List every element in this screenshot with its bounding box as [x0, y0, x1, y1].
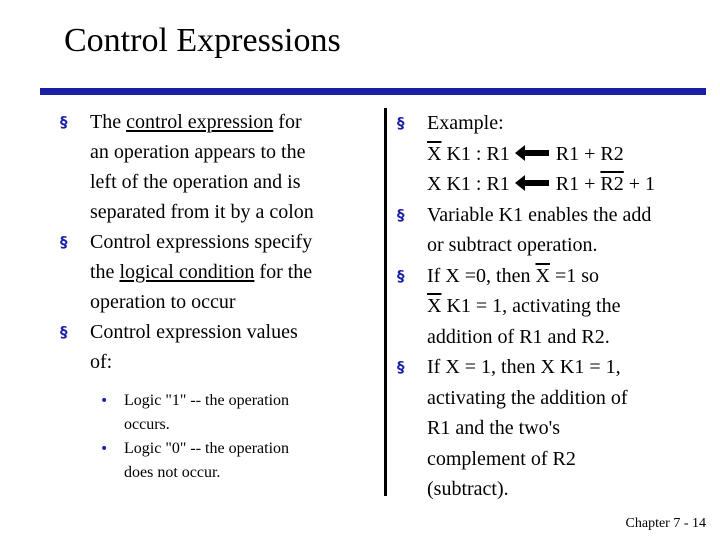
example-item	[397, 108, 655, 200]
bullet-line: operation to occur	[90, 291, 236, 313]
sub-line: Logic "0" -- the operation	[124, 440, 290, 457]
transfer-statement-1	[427, 139, 655, 170]
bullet-line: left of the operation and is	[90, 171, 301, 193]
title-rule	[40, 88, 706, 95]
bullet-line: activating the addition of	[427, 386, 628, 409]
bullet-line: (subtract).	[427, 478, 509, 500]
bullet-item-2	[60, 227, 314, 317]
dot-icon	[100, 389, 130, 413]
left-arrow-icon	[514, 174, 550, 192]
text: the	[90, 261, 120, 283]
complemented-variable: $\overline{X}$	[427, 295, 442, 317]
bullet-item-4	[397, 200, 655, 261]
bullet-line: Control expression values	[90, 321, 298, 343]
text: K1 : R1	[441, 142, 510, 165]
column-divider	[384, 108, 387, 496]
bullet-item-5	[397, 261, 655, 353]
bullet-line: R1 and the two's	[427, 417, 561, 439]
bullet-item-1	[60, 107, 314, 227]
bullet-icon	[60, 107, 90, 137]
text: R1 + R2	[555, 142, 624, 165]
bullet-line: Control expressions specify	[90, 231, 313, 253]
bullet-icon	[397, 352, 427, 383]
bullet-icon	[397, 108, 427, 139]
bullet-line	[90, 107, 314, 137]
complemented-variable: $\overline{X}$	[535, 264, 550, 287]
complemented-variable: $\overline{X}$	[427, 142, 442, 165]
bullet-line	[427, 291, 655, 322]
bullet-line: If X = 1, then X K1 = 1,	[427, 356, 621, 378]
left-arrow-icon	[514, 144, 550, 162]
text: for the	[254, 261, 313, 283]
sub-bullet-2	[60, 437, 314, 485]
text: R1 +	[555, 173, 601, 195]
bullet-line: of:	[90, 351, 113, 373]
complemented-variable: R2	[600, 173, 624, 195]
bullet-line: addition of R1 and R2.	[427, 325, 610, 348]
underlined-term: logical condition	[119, 261, 255, 283]
sub-line: occurs.	[124, 416, 170, 433]
bullet-line: separated from it by a colon	[90, 201, 314, 223]
text: =1 so	[549, 264, 599, 287]
bullet-line: or subtract operation.	[427, 234, 598, 256]
dot-icon	[100, 437, 130, 461]
transfer-statement-2	[427, 169, 655, 200]
bullet-icon	[397, 200, 427, 231]
bullet-line: an operation appears to the	[90, 141, 306, 163]
slide-title: Control Expressions	[64, 22, 341, 59]
text: If X =0, then	[427, 264, 536, 287]
sub-bullets	[60, 389, 314, 485]
slide-footer: Chapter 7 - 14	[625, 516, 706, 531]
bullet-line: complement of R2	[427, 447, 576, 470]
bullet-icon	[397, 261, 427, 292]
underlined-term: control expression	[126, 111, 274, 133]
bullet-line	[427, 261, 655, 292]
text: X K1 : R1	[427, 173, 510, 195]
sub-line: does not occur.	[124, 464, 221, 481]
sub-line: Logic "1" -- the operation	[124, 392, 290, 409]
text: + 1	[623, 173, 656, 195]
bullet-item-6	[397, 352, 655, 505]
left-column	[60, 107, 314, 485]
bullet-icon	[60, 317, 90, 347]
bullet-line: Example:	[427, 112, 504, 134]
right-column	[397, 108, 655, 505]
bullet-item-3	[60, 317, 314, 377]
sub-bullet-1	[60, 389, 314, 437]
bullet-icon	[60, 227, 90, 257]
text: The	[90, 111, 127, 133]
text: K1 = 1, activating the	[441, 295, 621, 317]
text: for	[273, 111, 302, 133]
bullet-line	[90, 257, 314, 287]
bullet-line: Variable K1 enables the add	[427, 203, 652, 226]
